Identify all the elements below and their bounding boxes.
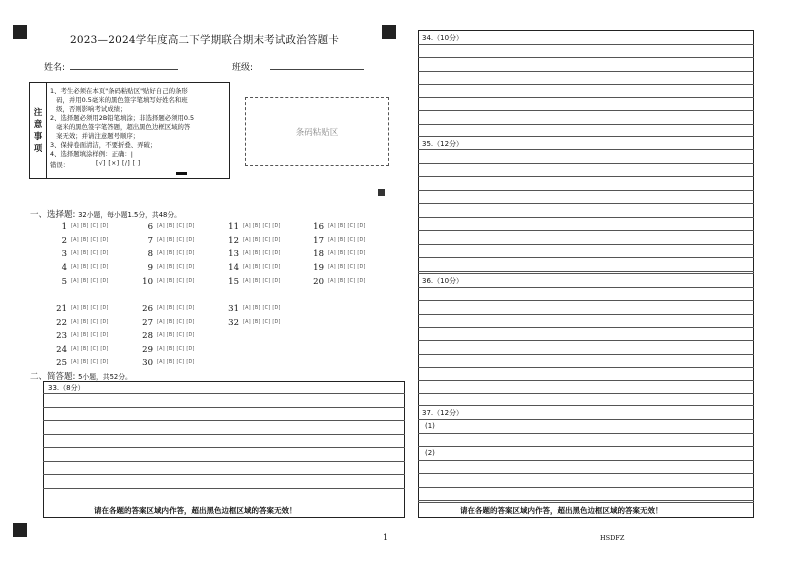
answer-line (418, 327, 754, 328)
notice-items (50, 87, 230, 159)
section1-heading: 一、选择题: 32小题，每小题1.5分，共48分。 (30, 210, 181, 220)
positioning-marker-top-left (13, 25, 27, 39)
mcq-options[interactable]: [A] [B] [C] [D] (71, 224, 109, 229)
mcq-question (309, 235, 370, 246)
answer-line (43, 420, 405, 421)
answer-line (418, 340, 754, 341)
answer-line (418, 460, 754, 461)
mcq-question (52, 262, 113, 273)
mcq-question (138, 303, 199, 314)
mcq-options[interactable]: [A] [B] [C] [D] (328, 265, 366, 270)
mcq-question-number: 23 (56, 330, 67, 341)
mcq-question-number: 3 (61, 248, 67, 259)
mcq-question-number: 14 (228, 262, 239, 273)
answer-line (418, 500, 754, 501)
mcq-question (52, 276, 113, 287)
mcq-options[interactable]: [A] [B] [C] [D] (71, 265, 109, 270)
answer-line (418, 203, 754, 204)
mcq-options[interactable]: [A] [B] [C] [D] (243, 224, 281, 229)
mcq-options[interactable]: [A] [B] [C] [D] (157, 265, 195, 270)
answer-line (418, 149, 754, 150)
answer-line (418, 271, 754, 272)
answer-line (418, 230, 754, 231)
q34-title: 34.（10分） (422, 34, 464, 42)
mcq-question-number: 8 (147, 248, 153, 259)
mcq-question (309, 276, 370, 287)
answer-line (418, 257, 754, 258)
page-number: 1 (383, 533, 389, 542)
mcq-options[interactable]: [A] [B] [C] [D] (328, 279, 366, 284)
answer-box-right[interactable] (418, 30, 754, 518)
answer-line (43, 447, 405, 448)
mcq-options[interactable]: [A] [B] [C] [D] (71, 279, 109, 284)
mcq-question-number: 17 (313, 235, 324, 246)
mcq-options[interactable]: [A] [B] [C] [D] (71, 347, 109, 352)
mcq-question (309, 262, 370, 273)
q36-title: 36.（10分） (422, 277, 464, 285)
mcq-question (224, 221, 285, 232)
mcq-question (52, 330, 113, 341)
answer-line (418, 176, 754, 177)
notice-line: 码，并用0.5毫米的黑色签字笔填写好姓名和班 (50, 96, 188, 104)
mcq-question-number: 26 (142, 303, 153, 314)
mcq-question (224, 262, 285, 273)
mcq-options[interactable]: [A] [B] [C] [D] (71, 306, 109, 311)
mcq-question-number: 15 (228, 276, 239, 287)
answer-line (418, 446, 754, 447)
mcq-question-number: 11 (228, 221, 239, 232)
mcq-question-number: 28 (142, 330, 153, 341)
q37-title: 37.（12分） (422, 409, 464, 417)
mcq-options[interactable]: [A] [B] [C] [D] (243, 265, 281, 270)
mcq-question (138, 276, 199, 287)
mcq-options[interactable]: [A] [B] [C] [D] (157, 333, 195, 338)
notice-line: 级，否则影响考试成绩； (50, 105, 127, 113)
class-field[interactable] (270, 69, 364, 70)
answer-line (418, 502, 754, 503)
mcq-question (224, 276, 285, 287)
notice-line: 毫米的黑色签字笔答题，超出黑色边框区域的答 (50, 123, 191, 131)
mcq-question (52, 235, 113, 246)
mcq-question (52, 303, 113, 314)
notice-line: 案无效；并请注意题号顺序； (50, 132, 140, 140)
answer-line (418, 433, 754, 434)
name-label: 姓名: (44, 63, 66, 73)
notice-line: 1、考生必须在本页"条码粘贴区"贴好自己的条形 (50, 87, 188, 95)
answer-line (418, 244, 754, 245)
correct-fill-sample (176, 172, 187, 175)
answer-line (418, 393, 754, 394)
mcq-question (309, 248, 370, 259)
barcode-area (245, 97, 389, 166)
mcq-question (224, 235, 285, 246)
mcq-question-number: 5 (61, 276, 67, 287)
mcq-options[interactable]: [A] [B] [C] [D] (243, 306, 281, 311)
mcq-options[interactable]: [A] [B] [C] [D] (71, 320, 109, 325)
answer-line (418, 367, 754, 368)
answer-area-warning: 请在各题的答案区域内作答，超出黑色边框区域的答案无效！ (94, 506, 297, 515)
answer-line (418, 110, 754, 111)
notice-box (29, 82, 230, 179)
positioning-marker-bottom-left (13, 523, 27, 537)
mcq-question-number: 29 (142, 344, 153, 355)
mcq-options[interactable]: [A] [B] [C] [D] (157, 224, 195, 229)
mcq-question-number: 24 (56, 344, 67, 355)
mcq-question (52, 317, 113, 328)
mcq-options[interactable]: [A] [B] [C] [D] (71, 360, 109, 365)
answer-line (418, 124, 754, 125)
mcq-question (138, 221, 199, 232)
mcq-options[interactable]: [A] [B] [C] [D] (71, 333, 109, 338)
answer-line (418, 71, 754, 72)
notice-line: 3、保持卷面清洁，不要折叠、弄破； (50, 141, 157, 149)
answer-line (418, 136, 754, 137)
answer-line (418, 84, 754, 85)
mcq-question (224, 248, 285, 259)
mcq-options[interactable]: [A] [B] [C] [D] (157, 251, 195, 256)
q37-part2-label: (2) (425, 449, 435, 457)
mcq-options[interactable]: [A] [B] [C] [D] (243, 238, 281, 243)
answer-line (418, 57, 754, 58)
answer-line (418, 473, 754, 474)
mcq-question (138, 248, 199, 259)
mcq-options[interactable]: [A] [B] [C] [D] (157, 306, 195, 311)
wrong-samples: [√] [×] [/] [ ] (96, 160, 141, 167)
mcq-question (52, 357, 113, 368)
mcq-question-number: 13 (228, 248, 239, 259)
answer-line (43, 393, 405, 394)
notice-side-label: 注 意 事 项 (30, 83, 47, 178)
mcq-options[interactable]: [A] [B] [C] [D] (157, 238, 195, 243)
mcq-options[interactable]: [A] [B] [C] [D] (243, 320, 281, 325)
mcq-question-number: 18 (313, 248, 324, 259)
name-field[interactable] (70, 69, 178, 70)
page-title: 2023—2024学年度高二下学期联合期末考试政治答题卡 (70, 34, 340, 46)
mcq-question (309, 221, 370, 232)
mcq-options[interactable]: [A] [B] [C] [D] (71, 238, 109, 243)
mcq-question-number: 21 (56, 303, 67, 314)
mcq-options[interactable]: [A] [B] [C] [D] (328, 238, 366, 243)
q35-title: 35.（12分） (422, 140, 464, 148)
wrong-label: 错误： (50, 161, 70, 169)
mcq-question (138, 344, 199, 355)
mcq-question-number: 31 (228, 303, 239, 314)
mcq-options[interactable]: [A] [B] [C] [D] (328, 251, 366, 256)
answer-box-33[interactable] (43, 381, 405, 518)
answer-line (418, 487, 754, 488)
answer-line (418, 217, 754, 218)
mcq-options[interactable]: [A] [B] [C] [D] (157, 360, 195, 365)
mcq-question (138, 262, 199, 273)
mcq-question (138, 317, 199, 328)
mcq-question (138, 357, 199, 368)
answer-line (43, 434, 405, 435)
mcq-question-number: 16 (313, 221, 324, 232)
barcode-label: 条码粘贴区 (295, 127, 339, 138)
answer-line (43, 407, 405, 408)
mcq-question (138, 330, 199, 341)
mcq-question-number: 4 (61, 262, 67, 273)
mcq-question (52, 221, 113, 232)
answer-line (418, 380, 754, 381)
mcq-question-number: 2 (61, 235, 67, 246)
answer-line (418, 405, 754, 406)
class-label: 班级: (232, 63, 254, 73)
mcq-options[interactable]: [A] [B] [C] [D] (157, 347, 195, 352)
answer-line (43, 474, 405, 475)
mcq-question (224, 303, 285, 314)
mcq-question-number: 7 (147, 235, 153, 246)
mcq-question (224, 317, 285, 328)
mcq-question-number: 25 (56, 357, 67, 368)
mcq-options[interactable]: [A] [B] [C] [D] (157, 279, 195, 284)
mcq-question-number: 30 (142, 357, 153, 368)
mcq-options[interactable]: [A] [B] [C] [D] (157, 320, 195, 325)
mcq-question-number: 9 (147, 262, 153, 273)
answer-line (418, 354, 754, 355)
mcq-question (52, 344, 113, 355)
mcq-question-number: 10 (142, 276, 153, 287)
answer-line (418, 44, 754, 45)
answer-line (43, 461, 405, 462)
answer-line (418, 419, 754, 420)
q33-title: 33.（8分） (48, 384, 85, 392)
mcq-question (52, 248, 113, 259)
mcq-question-number: 12 (228, 235, 239, 246)
positioning-marker-top-middle (382, 25, 396, 39)
mcq-question-number: 20 (313, 276, 324, 287)
mcq-question (138, 235, 199, 246)
answer-line (418, 190, 754, 191)
mcq-question-number: 6 (147, 221, 153, 232)
answer-line (418, 97, 754, 98)
mcq-options[interactable]: [A] [B] [C] [D] (71, 251, 109, 256)
section2-heading: 二、简答题: 5小题，共52分。 (30, 372, 132, 382)
answer-area-warning-right: 请在各题的答案区域内作答，超出黑色边框区域的答案无效！ (460, 506, 663, 515)
answer-line (418, 300, 754, 301)
mcq-options[interactable]: [A] [B] [C] [D] (243, 251, 281, 256)
mcq-question-number: 27 (142, 317, 153, 328)
answer-line (418, 287, 754, 288)
mcq-options[interactable]: [A] [B] [C] [D] (328, 224, 366, 229)
q37-part1-label: (1) (425, 422, 435, 430)
mcq-question-number: 32 (228, 317, 239, 328)
mcq-question-number: 1 (61, 221, 67, 232)
notice-line: 2、选择题必须用2B铅笔填涂；非选择题必须用0.5 (50, 114, 195, 122)
answer-line (418, 163, 754, 164)
mcq-options[interactable]: [A] [B] [C] [D] (243, 279, 281, 284)
notice-line: 4、选择题填涂样例：正确：| (50, 150, 133, 158)
sheet-code: HSDFZ (600, 534, 625, 542)
positioning-marker-small (378, 189, 385, 196)
mcq-question-number: 19 (313, 262, 324, 273)
answer-line (418, 273, 754, 274)
answer-line (418, 314, 754, 315)
answer-line (43, 488, 405, 489)
mcq-question-number: 22 (56, 317, 67, 328)
